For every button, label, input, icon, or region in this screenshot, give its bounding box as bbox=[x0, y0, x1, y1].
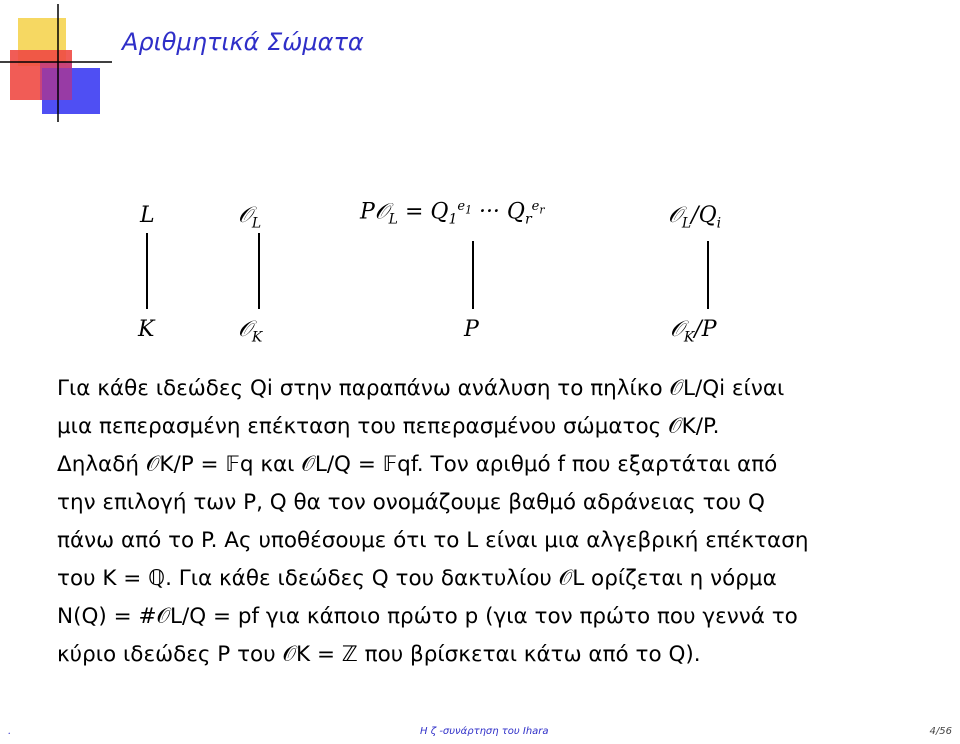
page-number: 4/56 bbox=[929, 726, 952, 737]
slide-footer bbox=[0, 726, 960, 742]
node-OK: 𝒪$_K$ bbox=[238, 317, 263, 346]
field-extension-diagram bbox=[0, 185, 960, 355]
body-line: του K = ℚ. Για κάθε ιδεώδες Q του δακτυλίου 𝒪L ορίζεται η νόρμα bbox=[57, 566, 777, 591]
body-line: μια πεπερασμένη επέκταση του πεπερασμένου σώματος 𝒪K/P. bbox=[57, 414, 720, 439]
footer-left: . bbox=[8, 726, 12, 737]
edge-decomp-P bbox=[472, 241, 474, 309]
node-prime-decomposition: P𝒪$_L$ = $Q_1^{e_1}$ ··· $Q_r^{e_r}$ bbox=[360, 199, 545, 228]
node-OL-mod-Qi: $𝒪_L/Q_i$ bbox=[668, 203, 722, 232]
node-OL: 𝒪$_L$ bbox=[238, 203, 262, 232]
edge-quotients bbox=[707, 241, 709, 309]
body-line: κύριο ιδεώδες P του 𝒪K = ℤ που βρίσκεται κάτω από το Q). bbox=[57, 642, 701, 667]
body-line: πάνω από το P. Ας υποθέσουμε ότι το L είναι μια αλγεβρική επέκταση bbox=[57, 528, 809, 553]
node-P: P bbox=[464, 317, 479, 342]
node-K: K bbox=[138, 317, 155, 342]
node-OK-mod-P: 𝒪$_K$/P bbox=[670, 317, 717, 346]
beamer-logo bbox=[0, 0, 120, 125]
body-line: N(Q) = #𝒪L/Q = pf για κάποιο πρώτο p (για τον πρώτο που γεννά το bbox=[57, 604, 798, 629]
edge-L-K bbox=[146, 233, 148, 309]
slide-body bbox=[57, 370, 917, 674]
body-line: την επιλογή των P, Q θα τον ονομάζουμε βαθμό αδράνειας του Q bbox=[57, 490, 765, 515]
slide-title: Αριθμητικά Σώματα bbox=[122, 28, 364, 56]
footer-title: Η ζ -συνάρτηση του Ihara bbox=[420, 726, 549, 737]
node-L: L bbox=[140, 203, 155, 228]
body-line: Δηλαδή 𝒪K/P = 𝔽q και 𝒪L/Q = 𝔽qf. Τον αριθμό f που εξαρτάται από bbox=[57, 452, 778, 477]
edge-OL-OK bbox=[258, 233, 260, 309]
body-line: Για κάθε ιδεώδες Qi στην παραπάνω ανάλυση το πηλίκο 𝒪L/Qi είναι bbox=[57, 376, 785, 401]
